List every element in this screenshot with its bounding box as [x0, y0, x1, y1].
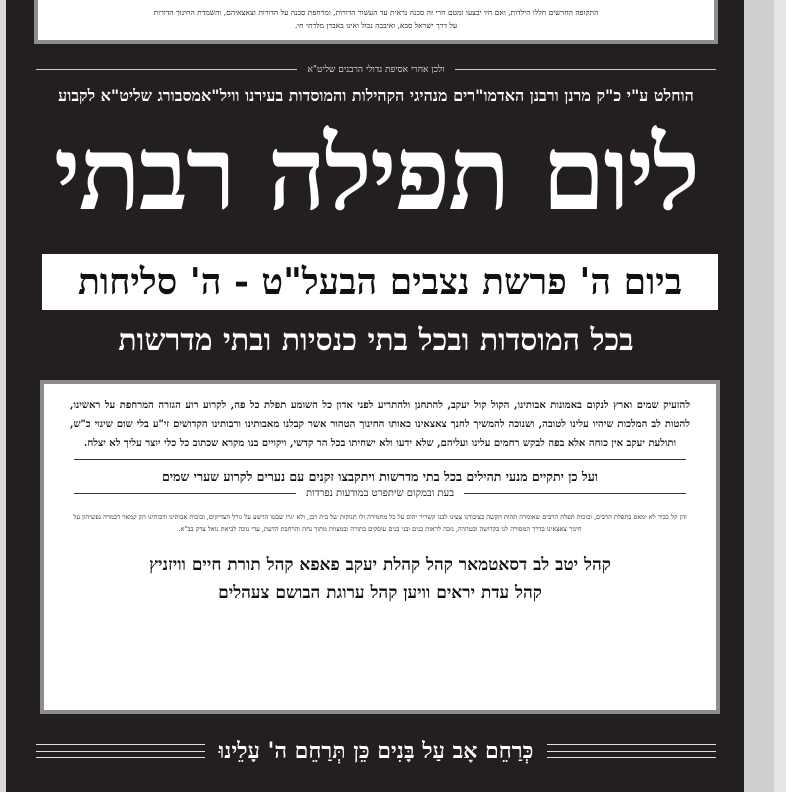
- time-note: בעת ובמקום שיתפרט במודעות נפרדות: [305, 488, 455, 499]
- divider-line-right: [455, 69, 716, 70]
- body-box: [40, 380, 720, 714]
- announcement: ועל כן יתקיים מנעי תהילים בכל בתי מדרשות ויתקבצו זקנים עם נערים לקרוע שערי שמים: [161, 469, 598, 484]
- top-excerpt-line-1: התקופה החרשים חללו הילדות, ואם חיו יבצעו ומטם חרי זה סכנה נראית עד העשור הדורות, ומרחפת סכנה על הדורות וצאצאיהם, והשמדת החינוך הדורות: [153, 8, 599, 17]
- time-line-left: [74, 493, 296, 494]
- top-excerpt-line-2: על דרך ישראל סבא, ואיבכה נכול ואינו באבדן מלדתי חי.: [294, 21, 458, 30]
- date-banner: ביום ה' פרשת נצבים הבעל"ט - ה' סליחות: [42, 254, 718, 310]
- top-excerpt-box: [34, 0, 718, 44]
- main-title: ליום תפילה רבתי: [53, 114, 699, 234]
- divider-line-left: [36, 69, 297, 70]
- footer-verse: כְּרַחֵם אָב עַל בָּנִים כֵּן תְּרַחֵם ה' עָלֵינוּ: [218, 738, 534, 764]
- divider-heading: [36, 62, 716, 76]
- congregations-row-1: קהל יטב לב דסאטמאר קהל קהלת יעקב פאפא קהל תורת חיים וויזניץ: [149, 555, 611, 575]
- congregations: [44, 551, 716, 607]
- divider-text: ולכן אחרי אסיפת גדולי הרבנים שליט"א: [307, 64, 445, 75]
- small-print: והן קל כביר לא ימאס בתפלת הרבים, ובוכות תפלת הרבים שאומרה תהות הקשה בציבורנו צעינו לבנו קשריר יהוס על כל מחמידה ולו תנוקות של בית רבן, ולא יגרו שבטו הרשע על גורל הצדיקים, ובזכות אבותינו ורבותינו הק קמאר דבמרה נפשיהון על חינוך צאצאינו בדרך המסורה לנו בקדושה ובטהרה, נזכה לראות בנים ובני בנים עוסקים בתורה ובמצוות מתוך נחת והרחבת הדעת, עדי נזכה לביאת גואל צדק בב"א.: [73, 513, 687, 533]
- time-line-right: [464, 493, 686, 494]
- footer-lines-right: [547, 744, 716, 758]
- body-paragraph: להזעיק שמים וארץ לנקום באמונות אבותינו, הקול קול יעקב, להתחנן ולהתריע לפני אדון כל השומע תפלת כל פה, לקרוע רוע הגזרה המרחפת על ראשינו, להטות לב המלכות שיהיו עלינו לטובה, ושנוכה להמשיך לחנך צאצאינו כאותו החינוך הטהור אשר קבלנו מאבותינו ורבותינו הקדושים זי"ע בלי שום שינוי כ"ש, ותולעת יעקב אין כוחה אלא בפה לבקש רחמים עלינו ועליהם, שלא ידעו ולא ישחיתו בכל הר קדשי, ויקויים בנו מקרא שכתוב כל כלי יוצר עליך לא יצלח.: [70, 400, 690, 449]
- footer-lines-left: [36, 744, 205, 758]
- page-edge-strip-light: [774, 0, 786, 792]
- location-line: בכל המוסדות ובכל בתי כנסיות ובתי מדרשות: [118, 323, 634, 358]
- time-note-row: [74, 488, 686, 499]
- body-rule: [74, 459, 686, 460]
- footer: [36, 730, 716, 772]
- congregations-row-2: קהל עדת יראים וויען קהל ערוגת הבושם צעהלים: [218, 583, 542, 603]
- poster: [6, 0, 744, 792]
- page-edge-strip: [744, 0, 774, 792]
- subheader: הוחלט ע"י כ"ק מרנן ורבנן האדמו"רים מנהיגי הקהילות והמוסדות בעירנו וויל"אמסבורג שליט"א לקבוע: [58, 86, 694, 105]
